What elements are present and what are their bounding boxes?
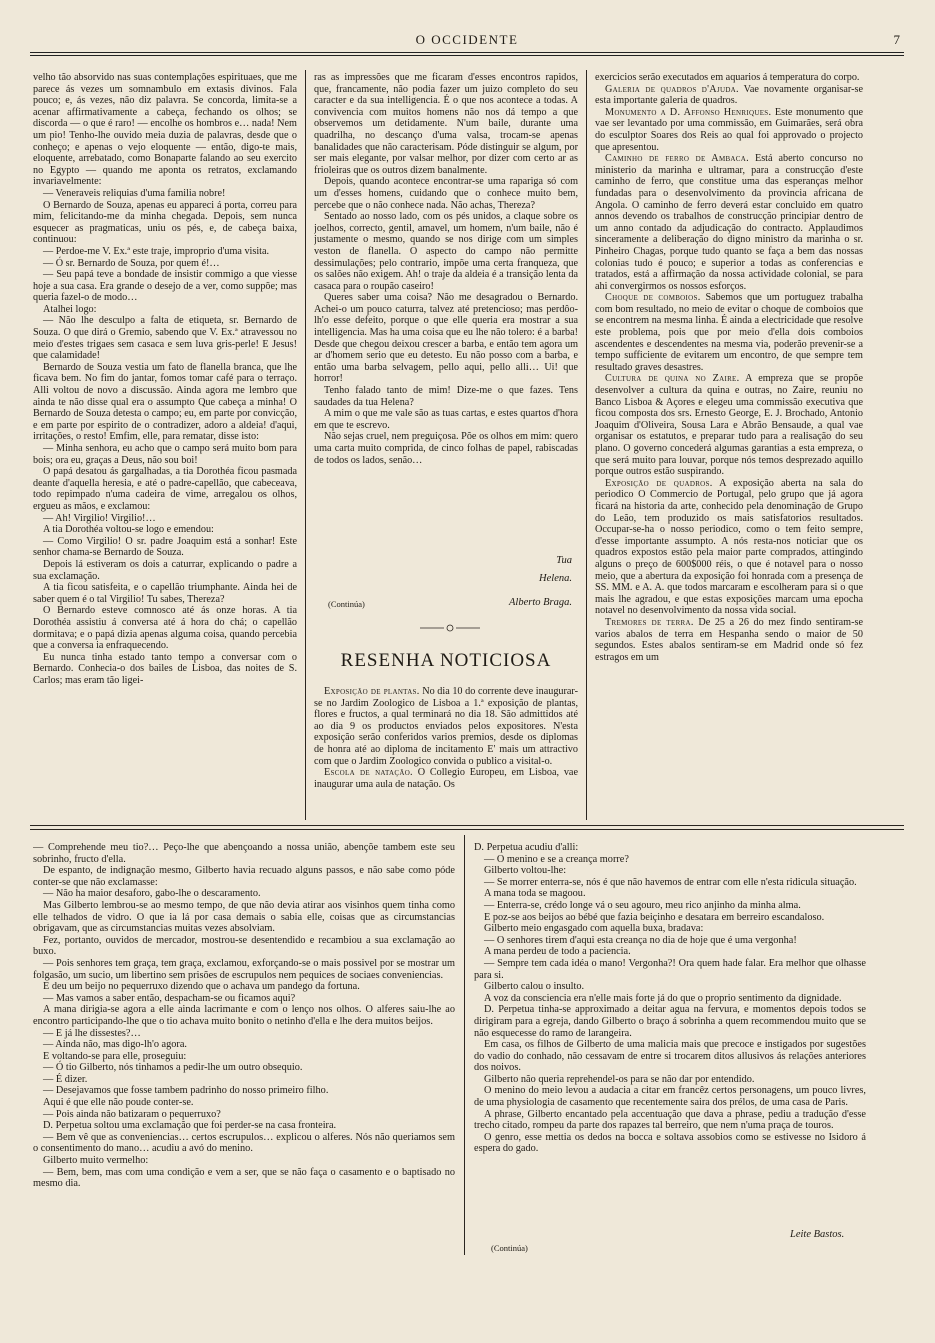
paragraph: A voz da consciencia era n'elle mais forte já do que o proprio sentimento da dignidade. [484, 992, 842, 1004]
paragraph: D. Perpetua tinha-se approximado a deitar agua na fervura, e momentos depois todos se dirigiram para a egreja, dando Gilberto o braço á sobrinha a quem recommendou muito que se não esquecesse do ramo de larangeira. [474, 1004, 866, 1039]
paragraph: Depois lá estiveram os dois a caturrar, explicando o padre a sua exclamação. [33, 558, 297, 582]
header-rule-bottom [30, 55, 904, 56]
page-header [30, 30, 904, 58]
paragraph: — Perdoe-me V. Ex.ª este traje, improprio d'uma visita. [43, 245, 270, 257]
column-3 [595, 72, 863, 816]
paragraph: — Ó tio Gilberto, nós tinhamos a pedir-lhe um outro obsequio. [43, 1062, 303, 1074]
news-item [595, 72, 863, 84]
closing-word: Tua [556, 555, 572, 566]
news-item-heading: Escola de natação. [324, 767, 413, 779]
paragraph: A mana toda se magoou. [484, 888, 586, 900]
paragraph: E voltando-se para elle, proseguiu: [43, 1050, 187, 1062]
paragraph: — Não lhe desculpo a falta de etiqueta, sr. Bernardo de Souza. O que dirá o Gremio, sabendo que V. Ex.ª atravessou no meio d'estes trigaes sem casaca e sem luva gris-perle! E Jesus! que calamidade! [33, 315, 297, 362]
news-item-text: De 25 a 26 do mez findo sentiram-se varios abalos de terra em Hespanha sendo o maior de 50 segundos. Estes abalos sentiram-se em Madrid onde só fez estragos em um [595, 616, 863, 663]
paragraph: Aqui é que elle não poude conter-se. [43, 1097, 194, 1109]
news-item-heading: Cultura de quina no Zaire. [605, 373, 740, 385]
paragraph: — O senhores tirem d'aqui esta creança no dia de hoje que é uma vergonha! [484, 934, 797, 946]
news-item-heading: Galeria de quadros d'Ajuda. [605, 83, 739, 95]
news-item-heading: Caminho de ferro de Ambaca. [605, 153, 749, 165]
paragraph: O Bernardo de Souza, apenas eu appareci á porta, correu para mim, felicitando-me da minha chegada. Depois, sem nunca esquecer as pragmaticas, uniu os pés, e, de cabeça baixa, continuou: [33, 199, 297, 246]
paragraph: — Ainda não, mas digo-lh'o agora. [43, 1039, 187, 1051]
paragraph: — Não ha maior desaforo, gabo-lhe o descaramento. [43, 888, 261, 900]
paragraph: Gilberto voltou-lhe: [484, 865, 567, 877]
paragraph: D. Perpetua soltou uma exclamação que foi perder-se na casa fronteira. [43, 1120, 337, 1132]
news-item-text: No dia 10 do corrente deve inaugurar-se no Jardim Zoologico de Lisboa a 1.ª exposição de plantas, flores e fructos, a qual terminará no dia 18. São admittidos até ao dia 9 os productos enviados pelos expositores. N'esta exposição serão conferidos varios premios, desde os diplomas de honra até ao diploma de incitamento E' mais um attractivo com que o Jardim Zoologico convida o publico a visital-o. [314, 686, 578, 767]
paragraph: — Bem vê que as conveniencias… certos escrupulos… explicou o alferes. Nós não queriamos sem o consentimento do mano… acudiu a avó do menino. [33, 1131, 455, 1155]
paragraph: — Ah! Virgilio! Virgilio!… [43, 512, 156, 524]
paragraph: Não sejas cruel, nem preguiçosa. Põe os olhos em mim: quero uma carta muito comprida, de cinco folhas de papel, rabiscadas de todos os lados, senão… [314, 431, 578, 466]
paragraph: A mana dirigia-se agora a elle ainda lacrimante e com o lenço nos olhos. O alferes saiu-lhe ao encontro participando-lhe que o tio achava muito bonito o netinho d'ella e lhe dera muitos beijos. [33, 1004, 455, 1027]
paragraph: — Seu papá teve a bondade de insistir commigo a que viesse hoje a sua casa. Era grande o desejo de a ver, como suppõe; mas queria fazel-o de modo… [33, 269, 297, 304]
news-item-heading: Exposição de plantas. [324, 686, 420, 697]
section-heading: RESENHA NOTICIOSA [340, 650, 552, 671]
news-item [595, 292, 863, 373]
news-item [314, 686, 578, 767]
paragraph: E poz-se aos beijos ao bébé que fazia beiçinho e desatara em berreiro escandaloso. [484, 911, 825, 923]
paragraph: — Minha senhora, eu acho que o campo será muito bom para bois; ora eu, graças a Deus, não sou boi! [33, 443, 297, 466]
journal-title: O OCCIDENTE [415, 32, 519, 47]
paragraph: — Bem, bem, mas com uma condição e vem a ser, que se não faça o casamento e o baptisado no mesmo dia. [33, 1166, 455, 1190]
news-item-heading: Tremores de terra. [605, 616, 694, 628]
news-item-text: A empreza que se propõe desenvolver a cultura da quina e outras, no Zaire, reuniu no Banco Lisboa & Açores e elegeu uma commissão executiva que ficou composta dos srs. Ernesto George, E. J. Brochado, Antonio Joaquim d'Oliveira, Sousa Lara e Abrão Bensaude, a qual vae organisar os estatutos, e preparar tudo para a realisação do seu plano. O governo concederá algumas garantias a esta empreza, o que será muito para louvar, porque nós temos desprezado aquillo porque outros estão suspirando. [595, 373, 863, 478]
news-item-text: Este monumento que vae ser levantado por uma commissão, em Guimarães, será obra do esculptor Soares dos Reis ao qual foi approvado o projecto que apresentou. [595, 106, 863, 153]
column-divider [586, 70, 587, 820]
news-item [595, 478, 863, 617]
news-item [595, 84, 863, 107]
paragraph: A mim o que me vale são as tuas cartas, e estes quartos d'hora em que te escrevo. [314, 408, 578, 431]
paragraph: O papá desatou ás gargalhadas, a tia Dorothéa ficou pasmada deante d'aquella heresia, e até o padre-capellão, que cabeceava, todo repimpado n'uma cadeira de vime, arregalou os olhos, ergueu as mãos, e exclamou: [33, 466, 297, 512]
paragraph: A tia ficou satisfeita, e o capellão triumphante. Ainda hei de saber quem é o tal Virgilio! Tu sabes, Thereza? [33, 582, 297, 605]
paragraph: Queres saber uma coisa? Não me desagradou o Bernardo. Achei-o um pouco caturra, talvez até pretencioso; mas perdôo-lh'o esse defeito, porque o que elle queria era mostrar a sua intelligencia. Mas ha uma coisa que eu lhe não tolero: é a barba! Desde que chegou deixou crescer a barba, e então tem agora um ar d'homem serio que eu detesto. Eu não posso com a barba, e então uma barba selvagem, pello aqui, pello alli… Ui! que horror! [314, 292, 578, 385]
paragraph: Depois, quando acontece encontrar-se uma rapariga só com um d'esses homens, cuidando que o conhece muito bem, percebe que o não conhece nada. Não achas, Thereza? [314, 176, 578, 211]
paragraph: — Pois ainda não batizaram o pequerruxo? [43, 1108, 221, 1120]
news-item-text: A exposição aberta na sala do periodico O Commercio de Portugal, pelo grupo que já agora ficará na historia da arte, conhecido pela denominação de Grupo do Leão, tem produzido os mais satisfatorios resultados. Occupar-se-ha o nosso periodico, como o tem feito sempre, d'esse importante assumpto. A nós resta-nos noticiar que os quadros expostos estão pela maior parte comprados, attingindo alguns o preço de 600$000 réis, o que é notavel para o nosso meio, que a abertura da exposição foi honrada com a presença de SS. MM. e A. A. que todos marcaram e escolheram para si o que mais lhe agradou, e que estas exposições marcam uma epocha notavel no desenvolvimento da nossa vida social. [595, 477, 863, 617]
news-item-text: exercicios serão executados em aquarios á temperatura do corpo. [595, 72, 860, 83]
paragraph: O genro, esse mettia os dedos na bocca e soltava assobios como se estivesse no Isidoro á espera do gado. [474, 1131, 866, 1155]
feuilleton-right [474, 842, 866, 1262]
paragraph: Eu nunca tinha estado tanto tempo a conversar com o Bernardo. Conhecia-o dos bailes de Lisboa, das noites de S. Carlos; mas eram tão ligei- [33, 651, 297, 686]
paragraph: — O menino e se a creança morre? [484, 853, 629, 865]
paragraph: D. Perpetua acudiu d'alli: [474, 842, 579, 853]
news-item [595, 107, 863, 153]
paragraph: — É dizer. [43, 1073, 88, 1085]
section-ornament [420, 623, 480, 633]
feuilleton-left [33, 842, 455, 1252]
paragraph: A mana perdeu de todo a paciencia. [484, 946, 631, 958]
news-item [595, 153, 863, 292]
paragraph: Sentado ao nosso lado, com os pés unidos, a claque sobre os joelhos, correcto, gentil, amavel, um homem, n'um baile, não é justamente o mesmo, quando se nos dirige com um simples veston de flanella. O aspecto do campo não permitte dessimulações; pelo contrario, impõe uma certa franqueza, que os salões não exigem. Ah! o traje da aldeia é a transição lenta da casaca para o roupão caseiro! [314, 211, 578, 292]
paragraph: Bernardo de Souza vestia um fato de flanella branca, que lhe ficava bem. No fim do jantar, fomos tomar café para o terraço. Alli voltou de novo a discussão. Ainda agora me lembro que ainda te não disse qual era o assumpto Que cabeça a minha! O Bernardo de Souza detesta o campo; eu, em parte por convicção, e em parte por espirito de o contradizer, adoro a aldeia! d'aqui, irritações, o resto! Emfim, elle, para rematar, disse isto: [33, 361, 297, 443]
paragraph: Tenho falado tanto de mim! Dize-me o que fazes. Tens saudades da tua Helena? [314, 385, 578, 408]
paragraph: — Comprehende meu tio?… Peço-lhe que abençoando a nossa união, abençõe tambem este seu sobrinho, fructo d'ella. [33, 842, 455, 865]
news-item-heading: Choque de comboios. [605, 292, 701, 304]
news-item-text: Sabemos que um portuguez trabalha com bom resultado, no meio de evitar o choque de comboios que se encontrem na mesma linha. É ainda a electricidade que resolve este problema, pois que por meio d'ella dois comboios ascendentes e descendentes na mesma via, poderão prevenir-se a tempo sufficiente de evitarem um encontro, de que sempre tem resultado graves desastres. [595, 292, 863, 373]
header-rule-top [30, 52, 904, 53]
paragraph: A phrase, Gilberto encantado pela accentuação que dava a phrase, pediu a tradução d'esse trecho citado, rompeu da parte dos rapazes tal berreiro, que nem n'uma praça de touros. [474, 1108, 866, 1132]
page-divider [30, 829, 904, 830]
column-divider [464, 835, 465, 1255]
paragraph: ras as impressões que me ficaram d'esses encontros rapidos, que, francamente, não podia fazer um juizo completo do seu caracter e da sua intelligencia. É o que nos acontece a todas. A convivencia com muitos homens não nos dá tempo a que observemos um detidamente. N'um baile, durante uma quadrilha, no descanço d'uma valsa, trocam-se apenas banalidades que não caracterisam. Póde distinguir se algum, por ser mais elegante, por valsar melhor, por dizer com certo ar as frioleiras que os outros dizem banalmente. [314, 72, 578, 176]
paragraph: — Veneraveis reliquias d'uma familia nobre! [43, 187, 226, 199]
paragraph: Fez, portanto, ouvidos de mercador, mostrou-se desentendido e recambiou a sua exclamação ao buxo. [33, 934, 455, 958]
paragraph: De espanto, de indignação mesmo, Gilberto havia recuado alguns passos, e não sabe como póde conter-se que não exclamasse: [33, 865, 455, 888]
news-item-heading: Monumento a D. Affonso Henriques. [605, 106, 772, 118]
paragraph: Gilberto muito vermelho: [43, 1155, 149, 1167]
news-item [314, 767, 578, 790]
author-name: Leite Bastos. [790, 1229, 845, 1240]
paragraph: — Ó sr. Bernardo de Souza, por quem é!… [43, 257, 220, 269]
news-item [595, 373, 863, 477]
news-column-2 [314, 686, 578, 816]
paragraph: — Pois senhores tem graça, tem graça, exclamou, exforçando-se o mais possivel por se mostrar um folgasão, um sucio, um libertino sem prisões de escrupulos nem pequices de sociaes conveniencias. [33, 957, 455, 981]
paragraph: E deu um beijo no pequerruxo dizendo que o achava um pandego da fortuna. [43, 981, 360, 993]
paragraph: Gilberto calou o insulto. [484, 981, 585, 993]
news-item [595, 617, 863, 663]
continua-note: (Continúa) [328, 599, 365, 609]
paragraph: O menino do meio levou a audacia a citar em francêz certos personagens, um pouco livres, de uma physiologia de casamento que recentemente saira dos prélos, de uma casa de Paris. [474, 1085, 866, 1109]
paragraph: — Enterra-se, crédo longe vá o seu agouro, meu rico anjinho da minha alma. [484, 899, 801, 911]
column-2 [314, 72, 578, 632]
paragraph: A tia Dorothéa voltou-se logo e emendou: [43, 524, 214, 536]
column-divider [305, 70, 306, 820]
news-item-text: Está aberto concurso no ministerio da marinha e ultramar, para a construcção d'este caminho de ferro, que constitue uma das esperanças melhor fundadas para o desenvolvimento da provincia africana de Angola. O caminho de ferro deverá estar concluido em quatro annos devendo os trabalhos de construcção principiar dentro de um anno contado da adjudicação do contracto. Applaudimos sinceramente a deliberação do digno ministro da marinha o sr. Pinheiro Chagas, porque tudo quanto se faça a bem das nossas colonias tudo é pouco; e superior a todas as conferencias e tratados, está a affirmação da nossa actividade colonial, se para ahi convergirmos os nossos esforços. [595, 153, 863, 292]
paragraph: Mas Gilberto lembrou-se ao mesmo tempo, de que não devia atirar aos visinhos quem tinha como elle telhados de vidro. O que ia lá por casa demais o sabia elle, coisas que as circumstancias obrigavam, que as circumstancias muitas vezes absolviam. [33, 899, 455, 935]
paragraph: — E já lhe dissestes?… [43, 1027, 141, 1039]
author-name: Alberto Braga. [509, 597, 572, 608]
paragraph: Gilberto não queria reprehendel-os para se não dar por entendido. [484, 1073, 755, 1085]
paragraph: Atalhei logo: [43, 303, 97, 315]
column-1 [33, 72, 297, 816]
paragraph: Gilberto meio engasgado com aquella buxa, bradava: [484, 923, 704, 935]
letter-signature-name: Helena. [539, 573, 572, 584]
paragraph: — Desejavamos que fosse tambem padrinho do nosso primeiro filho. [43, 1085, 329, 1097]
page-divider [30, 825, 904, 826]
paragraph: Em casa, os filhos de Gilberto de uma malicia mais que precoce e instigados por sugestões do vadio do conhado, não cessavam de entre si trocarem ditos allusivos ás relações anteriores dos noivos. [474, 1039, 866, 1074]
page-number: 7 [893, 32, 900, 47]
continua-note: (Continúa) [491, 1243, 528, 1253]
news-item-text: O Collegio Europeu, em Lisboa, vae inaugurar uma aula de natação. Os [314, 767, 578, 790]
paragraph: — Como Virgilio! O sr. padre Joaquim está a sonhar! Este senhor chama-se Bernardo de Souza. [33, 535, 297, 559]
paragraph: O Bernardo esteve comnosco até ás onze horas. A tia Dorothéa assistiu á conversa até á hora do chá; o capellão dormitava; e o papá dizia apenas alguma coisa, quando percebia que a conversa ia enfraquecendo. [33, 605, 297, 652]
news-item-text: Vae novamente organisar-se esta importante galeria de quadros. [595, 83, 863, 107]
paragraph: velho tão absorvido nas suas contemplações espirituaes, que me parece ás vezes um somnambulo em extasis divinos. Fala pouco; e, ás vezes, não diz palavra. Se concorda, limita-se a acenar affirmativamente a cabeça, fechando os olhos; se discorda — o que é raro! — encolhe os hombros e… nada! Nem um pio! Tenho-lhe ouvido meia duzia de palavras, desde que o conheço; e apenas o vejo eloquente — então, digo-te mais, eloquente, arrebatado, como Bonaparte falando ao seu exercito no Egypto — quando me aponta os retratos, exclamando invariavelmente: [33, 72, 297, 188]
news-item-heading: Exposição de quadros. [605, 477, 713, 489]
paragraph: — Sempre tem cada idéa o mano! Vergonha?! Ora quem hade falar. Era melhor que olhasse para si. [474, 957, 866, 981]
paragraph: — Se morrer enterra-se, nós é que não havemos de entrar com elle n'esta ridicula situação. [484, 876, 857, 888]
paragraph: — Mas vamos a saber então, despacham-se ou ficamos aqui? [43, 992, 296, 1004]
